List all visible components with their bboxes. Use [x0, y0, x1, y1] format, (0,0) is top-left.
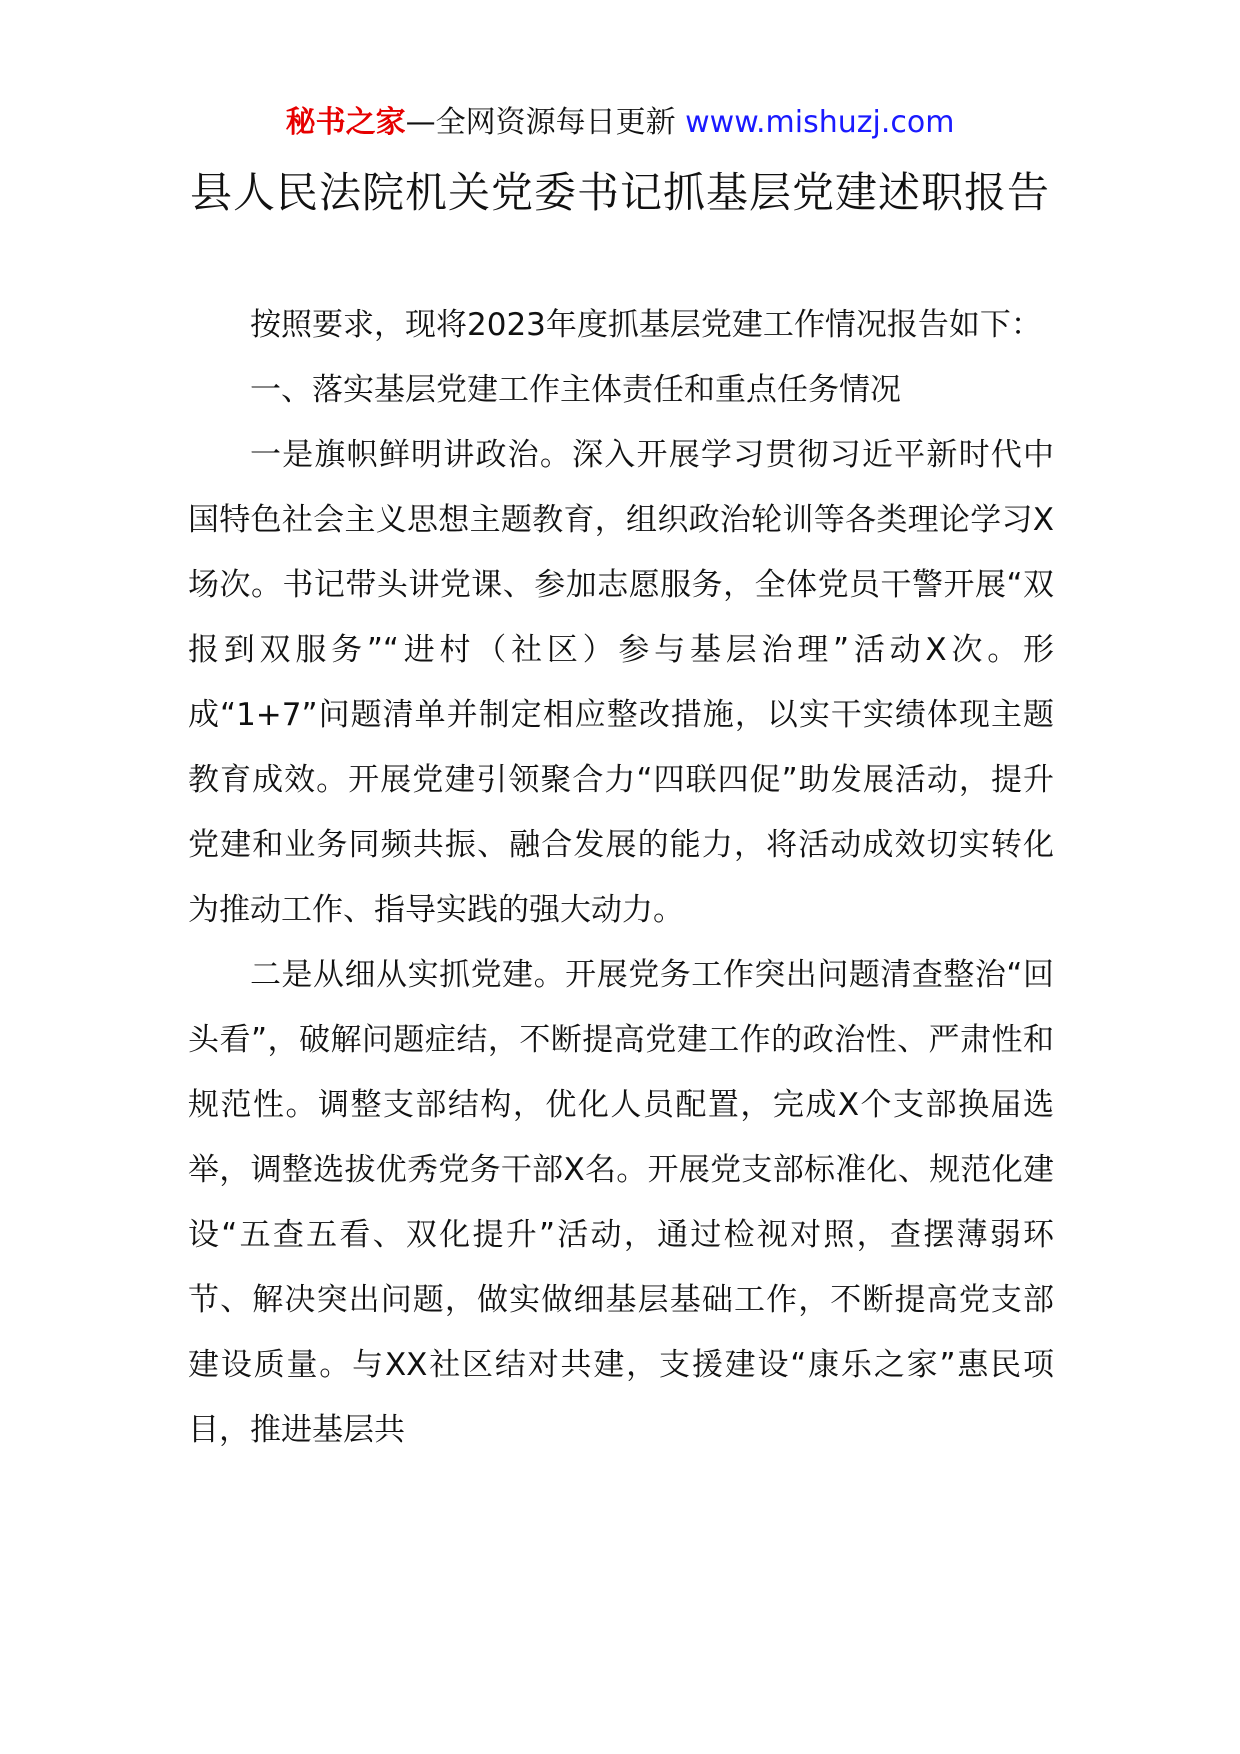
- site-banner: [0, 103, 1240, 143]
- document-body: [188, 293, 1054, 1463]
- document-title: 县人民法院机关党委书记抓基层党建述职报告: [189, 168, 1050, 217]
- site-url-link[interactable]: www.mishuzj.com: [685, 105, 955, 140]
- paragraph-party-building: 二是从细从实抓党建。开展党务工作突出问题清查整治“回头看”，破解问题症结，不断提高党建工作的政治性、严肃性和规范性。调整支部结构，优化人员配置，完成X个支部换届选举，调整选拔优秀党务干部X名。开展党支部标准化、规范化建设“五查五看、双化提升”活动，通过检视对照，查摆薄弱环节、解决突出问题，做实做细基层基础工作，不断提高党支部建设质量。与XX社区结对共建，支援建设“康乐之家”惠民项目，推进基层共: [188, 957, 1054, 1448]
- section-heading-1: 一、落实基层党建工作主体责任和重点任务情况: [250, 372, 901, 408]
- paragraph-intro: 按照要求，现将2023年度抓基层党建工作情况报告如下：: [250, 307, 1042, 343]
- site-brand: 秘书之家: [285, 105, 406, 140]
- paragraph-politics: 一是旗帜鲜明讲政治。深入开展学习贯彻习近平新时代中国特色社会主义思想主题教育，组织政治轮训等各类理论学习X场次。书记带头讲党课、参加志愿服务，全体党员干警开展“双报到双服务”“进村（社区）参与基层治理”活动X次。形成“1+7”问题清单并制定相应整改措施，以实干实绩体现主题教育成效。开展党建引领聚合力“四联四促”助发展活动，提升党建和业务同频共振、融合发展的能力，将活动成效切实转化为推动工作、指导实践的强大动力。: [188, 437, 1054, 928]
- site-tagline: —全网资源每日更新: [405, 105, 676, 140]
